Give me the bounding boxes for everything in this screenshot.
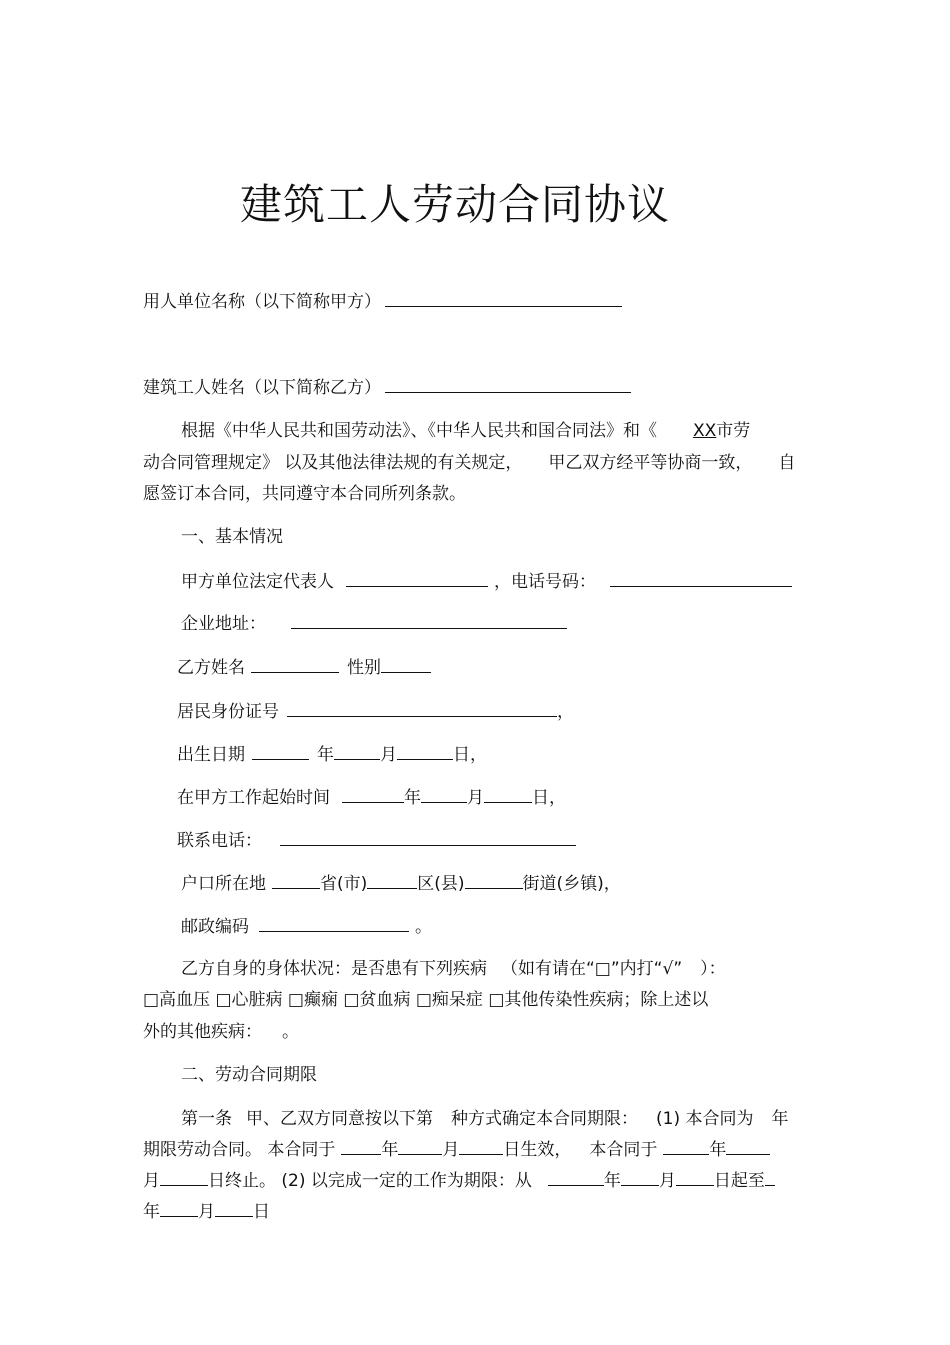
task-start-year-blank[interactable] bbox=[548, 1171, 604, 1186]
month-label: 月 bbox=[658, 1171, 676, 1191]
task-end-month-blank[interactable] bbox=[160, 1202, 198, 1217]
end-year-blank[interactable] bbox=[663, 1140, 709, 1155]
preamble-line-1 bbox=[181, 421, 750, 441]
year-label: 年 bbox=[317, 745, 334, 765]
city-placeholder: XX bbox=[693, 421, 717, 441]
district-blank[interactable] bbox=[367, 874, 417, 889]
gender-label: 性别 bbox=[347, 658, 381, 678]
postal-blank[interactable] bbox=[259, 917, 409, 932]
effective-month-blank[interactable] bbox=[398, 1140, 442, 1155]
postal-label: 邮政编码 bbox=[181, 917, 249, 937]
phone-blank[interactable] bbox=[610, 572, 792, 587]
hukou-label: 户口所在地 bbox=[181, 874, 266, 894]
address-label: 企业地址： bbox=[181, 614, 266, 634]
employer-line bbox=[143, 292, 622, 312]
contact-phone-blank[interactable] bbox=[280, 831, 576, 846]
worker-line bbox=[143, 378, 631, 398]
year-label: 年 bbox=[709, 1140, 727, 1160]
comma: ， bbox=[557, 702, 574, 722]
worker-name-field[interactable] bbox=[251, 658, 339, 673]
phone-label: 电话号码： bbox=[511, 572, 596, 592]
preamble-text: 根据《中华人民共和国劳动法》、《中华人民共和国合同法》和《 bbox=[181, 421, 657, 441]
district-label: 区(县) bbox=[417, 874, 465, 894]
legal-rep-line bbox=[181, 572, 792, 592]
task-start-month-blank[interactable] bbox=[621, 1171, 659, 1186]
comma: ， bbox=[494, 572, 511, 592]
gender-blank[interactable] bbox=[381, 658, 431, 673]
name-gender-line bbox=[177, 658, 431, 678]
contact-phone-label: 联系电话： bbox=[177, 831, 262, 851]
hukou-line bbox=[181, 874, 621, 894]
health-text: ）： bbox=[700, 959, 726, 979]
article-text: 种方式确定本合同期限： bbox=[451, 1109, 638, 1129]
effective-day-blank[interactable] bbox=[459, 1140, 503, 1155]
health-text: 外的其他疾病： bbox=[143, 1022, 262, 1042]
start-year-blank[interactable] bbox=[342, 788, 404, 803]
day-label: 日， bbox=[532, 788, 566, 808]
legal-rep-blank[interactable] bbox=[346, 572, 488, 587]
id-label: 居民身份证号 bbox=[177, 702, 279, 722]
month-label: 月 bbox=[467, 788, 484, 808]
birth-day-blank[interactable] bbox=[397, 745, 453, 760]
section-2-heading: 二、劳动合同期限 bbox=[181, 1065, 317, 1085]
article-text: 本合同于 bbox=[589, 1140, 658, 1160]
article-text: 甲、乙双方同意按以下第 bbox=[246, 1109, 433, 1129]
article-1-line-1 bbox=[181, 1109, 788, 1129]
day-label: 日， bbox=[453, 745, 487, 765]
start-date-label: 在甲方工作起始时间 bbox=[177, 788, 330, 808]
preamble-text: 市劳 bbox=[716, 421, 751, 441]
article-text: 期限劳动合同。 本合同于 bbox=[143, 1140, 336, 1160]
birth-month-blank[interactable] bbox=[334, 745, 380, 760]
day-label: 日 bbox=[253, 1202, 270, 1222]
year-label: 年 bbox=[603, 1171, 621, 1191]
article-text: 日起至 bbox=[713, 1171, 765, 1191]
address-blank[interactable] bbox=[291, 614, 567, 629]
birth-line bbox=[177, 745, 487, 765]
contact-phone-line bbox=[177, 831, 576, 851]
legal-rep-label: 甲方单位法定代表人 bbox=[181, 572, 334, 592]
preamble-line-2 bbox=[143, 453, 795, 473]
health-text: 乙方自身的身体状况：是否患有下列疾病 bbox=[181, 959, 487, 979]
period: 。 bbox=[282, 1022, 299, 1042]
preamble-text: 甲乙双方经平等协商一致， bbox=[548, 453, 753, 473]
article-text: 年 bbox=[771, 1109, 789, 1129]
year-label: 年 bbox=[143, 1202, 160, 1222]
street-blank[interactable] bbox=[465, 874, 523, 889]
worker-label: 建筑工人姓名（以下简称乙方） bbox=[143, 378, 381, 398]
article-text: (1) 本合同为 bbox=[656, 1109, 754, 1129]
section-1-heading: 一、基本情况 bbox=[181, 527, 283, 547]
street-label: 街道(乡镇)， bbox=[522, 874, 621, 894]
period: 。 bbox=[415, 917, 432, 937]
article-text: 日生效， bbox=[503, 1140, 572, 1160]
month-label: 月 bbox=[442, 1140, 460, 1160]
month-label: 月 bbox=[198, 1202, 215, 1222]
health-text: （如有请在“□”内打“√” bbox=[501, 959, 683, 979]
task-end-blank[interactable] bbox=[765, 1171, 775, 1186]
article-1-label: 第一条 bbox=[181, 1109, 232, 1129]
address-line bbox=[181, 614, 567, 634]
end-month-blank[interactable] bbox=[726, 1140, 770, 1155]
preamble-text: 动合同管理规定》 以及其他法律法规的有关规定， bbox=[143, 453, 523, 473]
postal-line bbox=[181, 917, 432, 937]
id-line bbox=[177, 702, 574, 722]
start-day-blank[interactable] bbox=[484, 788, 532, 803]
document-title: 建筑工人劳动合同协议 bbox=[239, 180, 670, 229]
employer-name-blank[interactable] bbox=[385, 292, 622, 307]
start-date-line bbox=[177, 788, 566, 808]
worker-name-blank[interactable] bbox=[385, 378, 631, 393]
preamble-text: 自 bbox=[778, 453, 796, 473]
birth-label: 出生日期 bbox=[177, 745, 245, 765]
month-label: 月 bbox=[380, 745, 397, 765]
year-label: 年 bbox=[404, 788, 421, 808]
worker-name-label: 乙方姓名 bbox=[177, 658, 245, 678]
article-1-line-2 bbox=[143, 1140, 770, 1160]
preamble-line-3: 愿签订本合同，共同遵守本合同所列条款。 bbox=[143, 484, 466, 504]
article-1-line-3 bbox=[143, 1171, 775, 1191]
province-blank[interactable] bbox=[272, 874, 320, 889]
health-line-2: □高血压 □心脏病 □癫痫 □贫血病 □痴呆症 □其他传染性疾病；除上述以 bbox=[143, 990, 709, 1010]
health-line-1 bbox=[181, 959, 726, 979]
month-label: 月 bbox=[143, 1171, 160, 1191]
effective-year-blank[interactable] bbox=[341, 1140, 381, 1155]
task-start-day-blank[interactable] bbox=[676, 1171, 714, 1186]
article-1-line-4 bbox=[143, 1202, 270, 1222]
article-text: 日终止。 (2) 以完成一定的工作为期限：从 bbox=[208, 1171, 532, 1191]
health-line-3 bbox=[143, 1022, 299, 1042]
end-day-blank[interactable] bbox=[160, 1171, 208, 1186]
start-month-blank[interactable] bbox=[421, 788, 467, 803]
birth-year-blank[interactable] bbox=[252, 745, 309, 760]
id-number-blank[interactable] bbox=[287, 702, 557, 717]
task-end-day-blank[interactable] bbox=[215, 1202, 253, 1217]
province-label: 省(市) bbox=[320, 874, 368, 894]
employer-label: 用人单位名称（以下简称甲方） bbox=[143, 292, 381, 312]
year-label: 年 bbox=[381, 1140, 399, 1160]
